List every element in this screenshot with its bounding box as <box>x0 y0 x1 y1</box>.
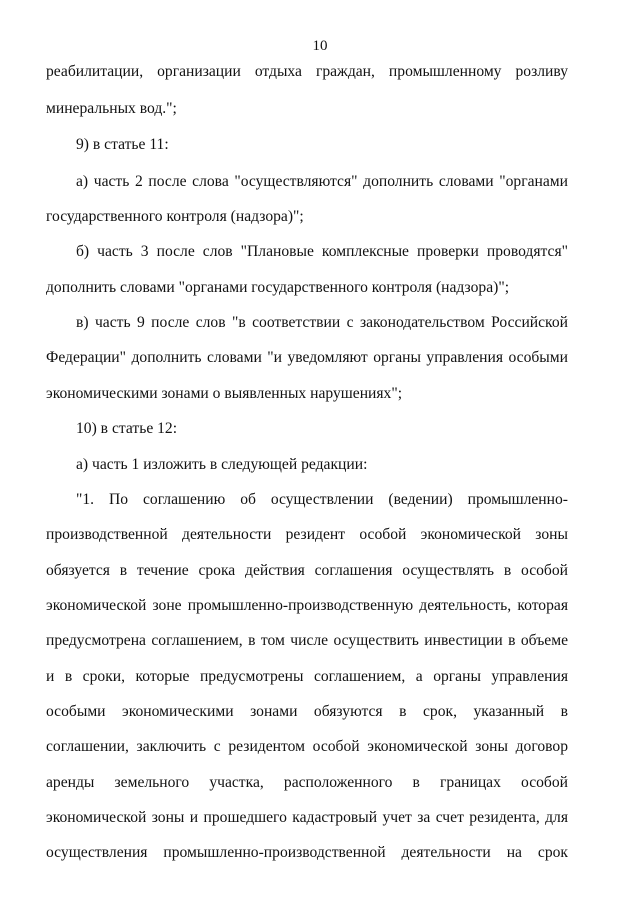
text-line: 9) в статье 11: <box>76 136 169 153</box>
text-line: дополнить словами "органами государственного контроля (надзора)"; <box>46 279 510 296</box>
text-line: соглашении, заключить с резидентом особой экономической зоны договор <box>46 738 568 755</box>
text-line: аренды земельного участка, расположенного в границах особой <box>46 774 568 791</box>
text-line: государственного контроля (надзора)"; <box>46 208 304 225</box>
text-line: "1. По соглашению об осуществлении (ведении) промышленно- <box>76 491 568 508</box>
text-line: а) часть 2 после слова "осуществляются" дополнить словами "органами <box>76 173 568 190</box>
text-line: производственной деятельности резидент особой экономической зоны <box>46 526 568 543</box>
text-line: б) часть 3 после слов "Плановые комплексные проверки проводятся" <box>76 243 568 260</box>
text-line: экономической зоне промышленно-производственную деятельность, которая <box>46 597 568 614</box>
text-line: 10) в статье 12: <box>76 420 178 437</box>
text-line: минеральных вод."; <box>46 100 177 117</box>
text-line: экономической зоны и прошедшего кадастровый учет за счет резидента, для <box>46 809 568 826</box>
text-line: обязуется в течение срока действия соглашения осуществлять в особой <box>46 562 568 579</box>
text-line: экономическими зонами о выявленных нарушениях"; <box>46 385 403 402</box>
text-line: предусмотрена соглашением, в том числе осуществить инвестиции в объеме <box>46 632 568 649</box>
text-line: и в сроки, которые предусмотрены соглашением, а органы управления <box>46 668 568 685</box>
text-line: Федерации" дополнить словами "и уведомляют органы управления особыми <box>46 349 568 366</box>
text-line: а) часть 1 изложить в следующей редакции: <box>76 456 368 473</box>
text-line: в) часть 9 после слов "в соответствии с законодательством Российской <box>76 314 568 331</box>
text-line: осуществления промышленно-производственной деятельности на срок <box>46 844 568 861</box>
page-number: 10 <box>312 38 328 54</box>
text-line: особыми экономическими зонами обязуются в срок, указанный в <box>46 703 568 720</box>
text-line: реабилитации, организации отдыха граждан, промышленному розливу <box>46 63 568 80</box>
